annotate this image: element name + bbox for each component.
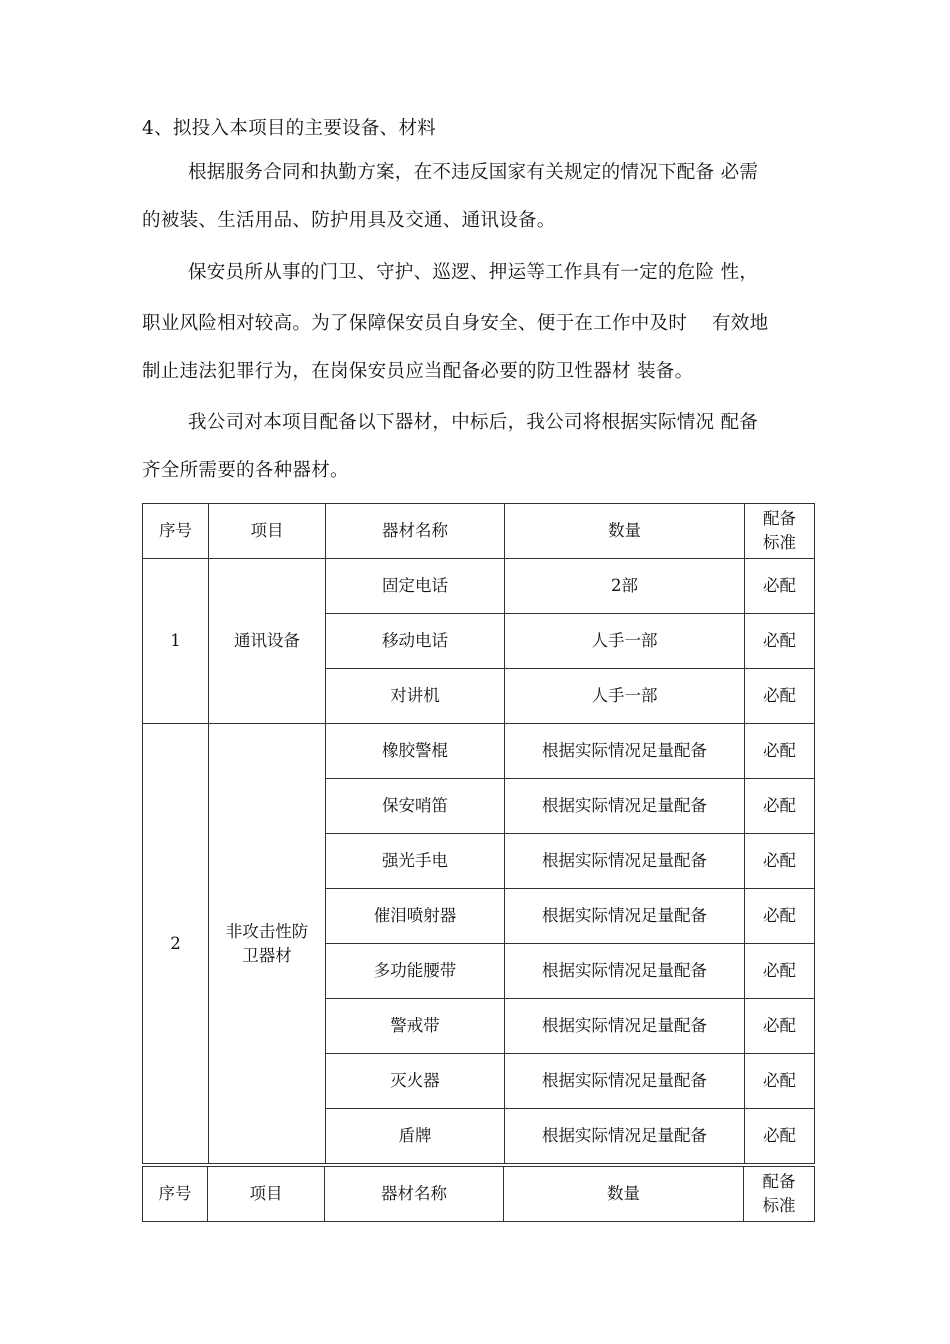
table-row	[143, 559, 815, 614]
paragraph-2-line-1: 保安员所从事的门卫、守护、巡逻、押运等工作具有一定的危险 性，	[188, 262, 759, 283]
group-no: 2	[143, 724, 209, 1164]
equipment-qty: 根据实际情况足量配备	[505, 944, 745, 999]
equipment-std: 必配	[745, 999, 815, 1054]
equipment-name: 对讲机	[326, 669, 505, 724]
paragraph-1-line-2: 的被装、生活用品、防护用具及交通、通讯设备。	[142, 210, 556, 231]
header-no: 序号	[143, 1167, 208, 1222]
paragraph-3-line-1: 我公司对本项目配备以下器材，中标后，我公司将根据实际情况 配备	[188, 412, 759, 433]
group-no: 1	[143, 559, 209, 724]
equipment-std: 必配	[745, 1109, 815, 1164]
header-no: 序号	[143, 504, 209, 559]
header-std: 配备标准	[745, 504, 815, 559]
header-qty: 数量	[504, 1167, 744, 1222]
header-std: 配备标准	[744, 1167, 815, 1222]
paragraph-1-line-1: 根据服务合同和执勤方案，在不违反国家有关规定的情况下配备 必需	[188, 162, 759, 183]
equipment-qty: 根据实际情况足量配备	[505, 889, 745, 944]
paragraph-2-line-2-overlap: 有效地	[712, 313, 769, 334]
equipment-qty: 根据实际情况足量配备	[505, 724, 745, 779]
equipment-name: 强光手电	[326, 834, 505, 889]
paragraph-3-line-2: 齐全所需要的各种器材。	[142, 460, 349, 481]
group-item: 非攻击性防卫器材	[209, 724, 326, 1164]
equipment-name: 移动电话	[326, 614, 505, 669]
table-header-row	[143, 1167, 815, 1222]
equipment-name: 保安哨笛	[326, 779, 505, 834]
equipment-name: 盾牌	[326, 1109, 505, 1164]
equipment-name: 警戒带	[326, 999, 505, 1054]
equipment-qty: 根据实际情况足量配备	[505, 1109, 745, 1164]
header-item: 项目	[209, 504, 326, 559]
equipment-std: 必配	[745, 1054, 815, 1109]
header-name: 器材名称	[326, 504, 505, 559]
equipment-name: 催泪喷射器	[326, 889, 505, 944]
group-item: 通讯设备	[209, 559, 326, 724]
section-heading: 4、拟投入本项目的主要设备、材料	[142, 118, 437, 139]
equipment-qty: 根据实际情况足量配备	[505, 834, 745, 889]
equipment-name: 固定电话	[326, 559, 505, 614]
equipment-std: 必配	[745, 834, 815, 889]
header-item: 项目	[208, 1167, 325, 1222]
equipment-name: 多功能腰带	[326, 944, 505, 999]
equipment-std: 必配	[745, 559, 815, 614]
equipment-name: 橡胶警棍	[326, 724, 505, 779]
equipment-std: 必配	[745, 944, 815, 999]
equipment-qty: 人手一部	[505, 614, 745, 669]
equipment-std: 必配	[745, 889, 815, 944]
equipment-std: 必配	[745, 724, 815, 779]
paragraph-2-line-3: 制止违法犯罪行为，在岗保安员应当配备必要的防卫性器材 装备。	[142, 361, 694, 382]
table-row	[143, 724, 815, 779]
equipment-std: 必配	[745, 669, 815, 724]
equipment-std: 必配	[745, 779, 815, 834]
equipment-qty: 人手一部	[505, 669, 745, 724]
equipment-qty: 根据实际情况足量配备	[505, 1054, 745, 1109]
equipment-std: 必配	[745, 614, 815, 669]
header-qty: 数量	[505, 504, 745, 559]
equipment-qty: 根据实际情况足量配备	[505, 999, 745, 1054]
equipment-name: 灭火器	[326, 1054, 505, 1109]
equipment-table	[142, 503, 815, 1164]
equipment-qty: 2部	[505, 559, 745, 614]
table-header-row	[143, 504, 815, 559]
repeated-header-table	[142, 1166, 815, 1222]
equipment-qty: 根据实际情况足量配备	[505, 779, 745, 834]
header-name: 器材名称	[325, 1167, 504, 1222]
paragraph-2-line-2: 职业风险相对较高。为了保障保安员自身安全、便于在工作中及时	[142, 313, 688, 334]
